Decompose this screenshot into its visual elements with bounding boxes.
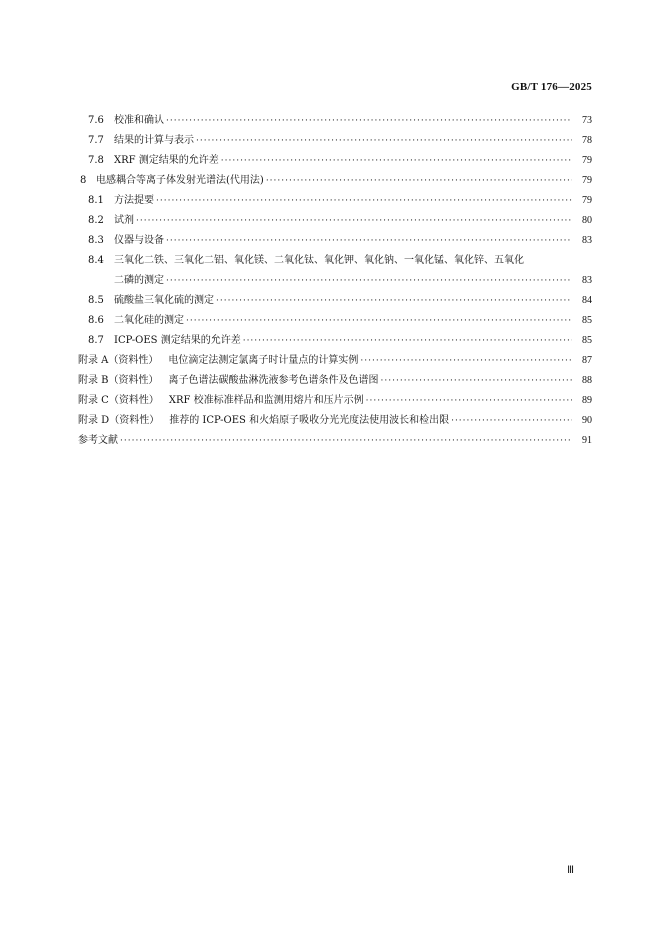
toc-appendix-c[interactable] [78, 388, 592, 408]
references-title: 参考文献 [78, 435, 118, 446]
toc-title: 方法提要 [114, 195, 154, 206]
toc-references[interactable] [78, 428, 592, 448]
toc-entry-line2[interactable] [78, 268, 592, 288]
dot-leader [366, 394, 572, 408]
toc-page: 91 [582, 435, 592, 446]
toc-title: 硫酸盐三氧化硫的测定 [114, 295, 214, 306]
dot-leader [186, 314, 572, 328]
dot-leader [360, 354, 572, 368]
appendix-label: 附录 C（资料性） [78, 395, 159, 406]
toc-title: 仪器与设备 [114, 235, 164, 246]
toc-title: 三氧化二铁、三氧化二铝、氧化镁、二氧化钛、氧化钾、氧化钠、一氧化锰、氧化锌、五氧化 [114, 255, 524, 266]
toc-page: 79 [582, 195, 592, 206]
toc-appendix-b[interactable] [78, 368, 592, 388]
toc-page: 85 [582, 315, 592, 326]
toc-page: 79 [582, 155, 592, 166]
toc-title: 电感耦合等离子体发射光谱法(代用法) [96, 175, 264, 186]
toc-entry[interactable] [78, 228, 592, 248]
dot-leader [136, 214, 572, 228]
appendix-title: XRF 校准标准样品和监测用熔片和压片示例 [168, 395, 364, 406]
toc-entry[interactable] [78, 328, 592, 348]
toc-page: 73 [582, 115, 592, 126]
toc-number: 8.1 [88, 195, 104, 206]
toc-page: 88 [582, 375, 592, 386]
toc-page: 79 [582, 175, 592, 186]
appendix-label: 附录 B（资料性） [78, 375, 159, 386]
dot-leader [156, 194, 572, 208]
dot-leader [196, 134, 572, 148]
dot-leader [381, 374, 572, 388]
toc-page: 83 [582, 235, 592, 246]
toc-page: 90 [582, 415, 592, 426]
appendix-title: 电位滴定法测定氯离子时计量点的计算实例 [168, 355, 359, 366]
toc-entry[interactable] [78, 288, 592, 308]
appendix-label: 附录 D（资料性） [78, 415, 160, 426]
toc-number: 8.2 [88, 215, 104, 226]
toc-entry[interactable] [78, 188, 592, 208]
toc-title: XRF 测定结果的允许差 [114, 155, 219, 166]
toc-page: 80 [582, 215, 592, 226]
toc-page: 85 [582, 335, 592, 346]
toc-title: 结果的计算与表示 [114, 135, 194, 146]
toc-number: 8.3 [88, 235, 104, 246]
toc-number: 8.7 [88, 335, 104, 346]
toc-page: 87 [582, 355, 592, 366]
toc-appendix-d[interactable] [78, 408, 592, 428]
toc-entry[interactable] [78, 128, 592, 148]
toc-appendix-a[interactable] [78, 348, 592, 368]
toc-page: 78 [582, 135, 592, 146]
page-folio: Ⅲ [567, 865, 574, 876]
toc-page: 84 [582, 295, 592, 306]
appendix-label: 附录 A（资料性） [78, 355, 159, 366]
toc-number: 7.6 [88, 115, 104, 126]
toc-entry[interactable] [78, 168, 592, 188]
toc-number: 8.4 [88, 255, 104, 266]
dot-leader [166, 114, 572, 128]
toc-page: 83 [582, 275, 592, 286]
dot-leader [120, 434, 572, 448]
dot-leader [243, 334, 572, 348]
standard-code: GB/T 176—2025 [511, 81, 592, 93]
toc-title-continued: 二磷的测定 [114, 275, 164, 286]
toc-entry-line1[interactable] [78, 248, 592, 268]
toc-title: 二氧化硅的测定 [114, 315, 184, 326]
table-of-contents [78, 108, 592, 448]
appendix-title: 推荐的 ICP-OES 和火焰原子吸收分光光度法使用波长和检出限 [169, 415, 450, 426]
toc-title: 校准和确认 [114, 115, 164, 126]
toc-title: ICP-OES 测定结果的允许差 [114, 335, 241, 346]
toc-number: 7.7 [88, 135, 104, 146]
toc-entry[interactable] [78, 148, 592, 168]
toc-entry[interactable] [78, 108, 592, 128]
toc-number: 8 [80, 175, 87, 186]
toc-number: 8.5 [88, 295, 104, 306]
dot-leader [451, 414, 572, 428]
toc-entry[interactable] [78, 308, 592, 328]
dot-leader [266, 174, 572, 188]
toc-entry[interactable] [78, 208, 592, 228]
toc-number: 8.6 [88, 315, 104, 326]
dot-leader [221, 154, 572, 168]
dot-leader [216, 294, 572, 308]
appendix-title: 离子色谱法碳酸盐淋洗液参考色谱条件及色谱图 [168, 375, 379, 386]
toc-title: 试剂 [114, 215, 134, 226]
dot-leader [166, 234, 572, 248]
toc-number: 7.8 [88, 155, 104, 166]
toc-page: 89 [582, 395, 592, 406]
dot-leader [166, 274, 572, 288]
